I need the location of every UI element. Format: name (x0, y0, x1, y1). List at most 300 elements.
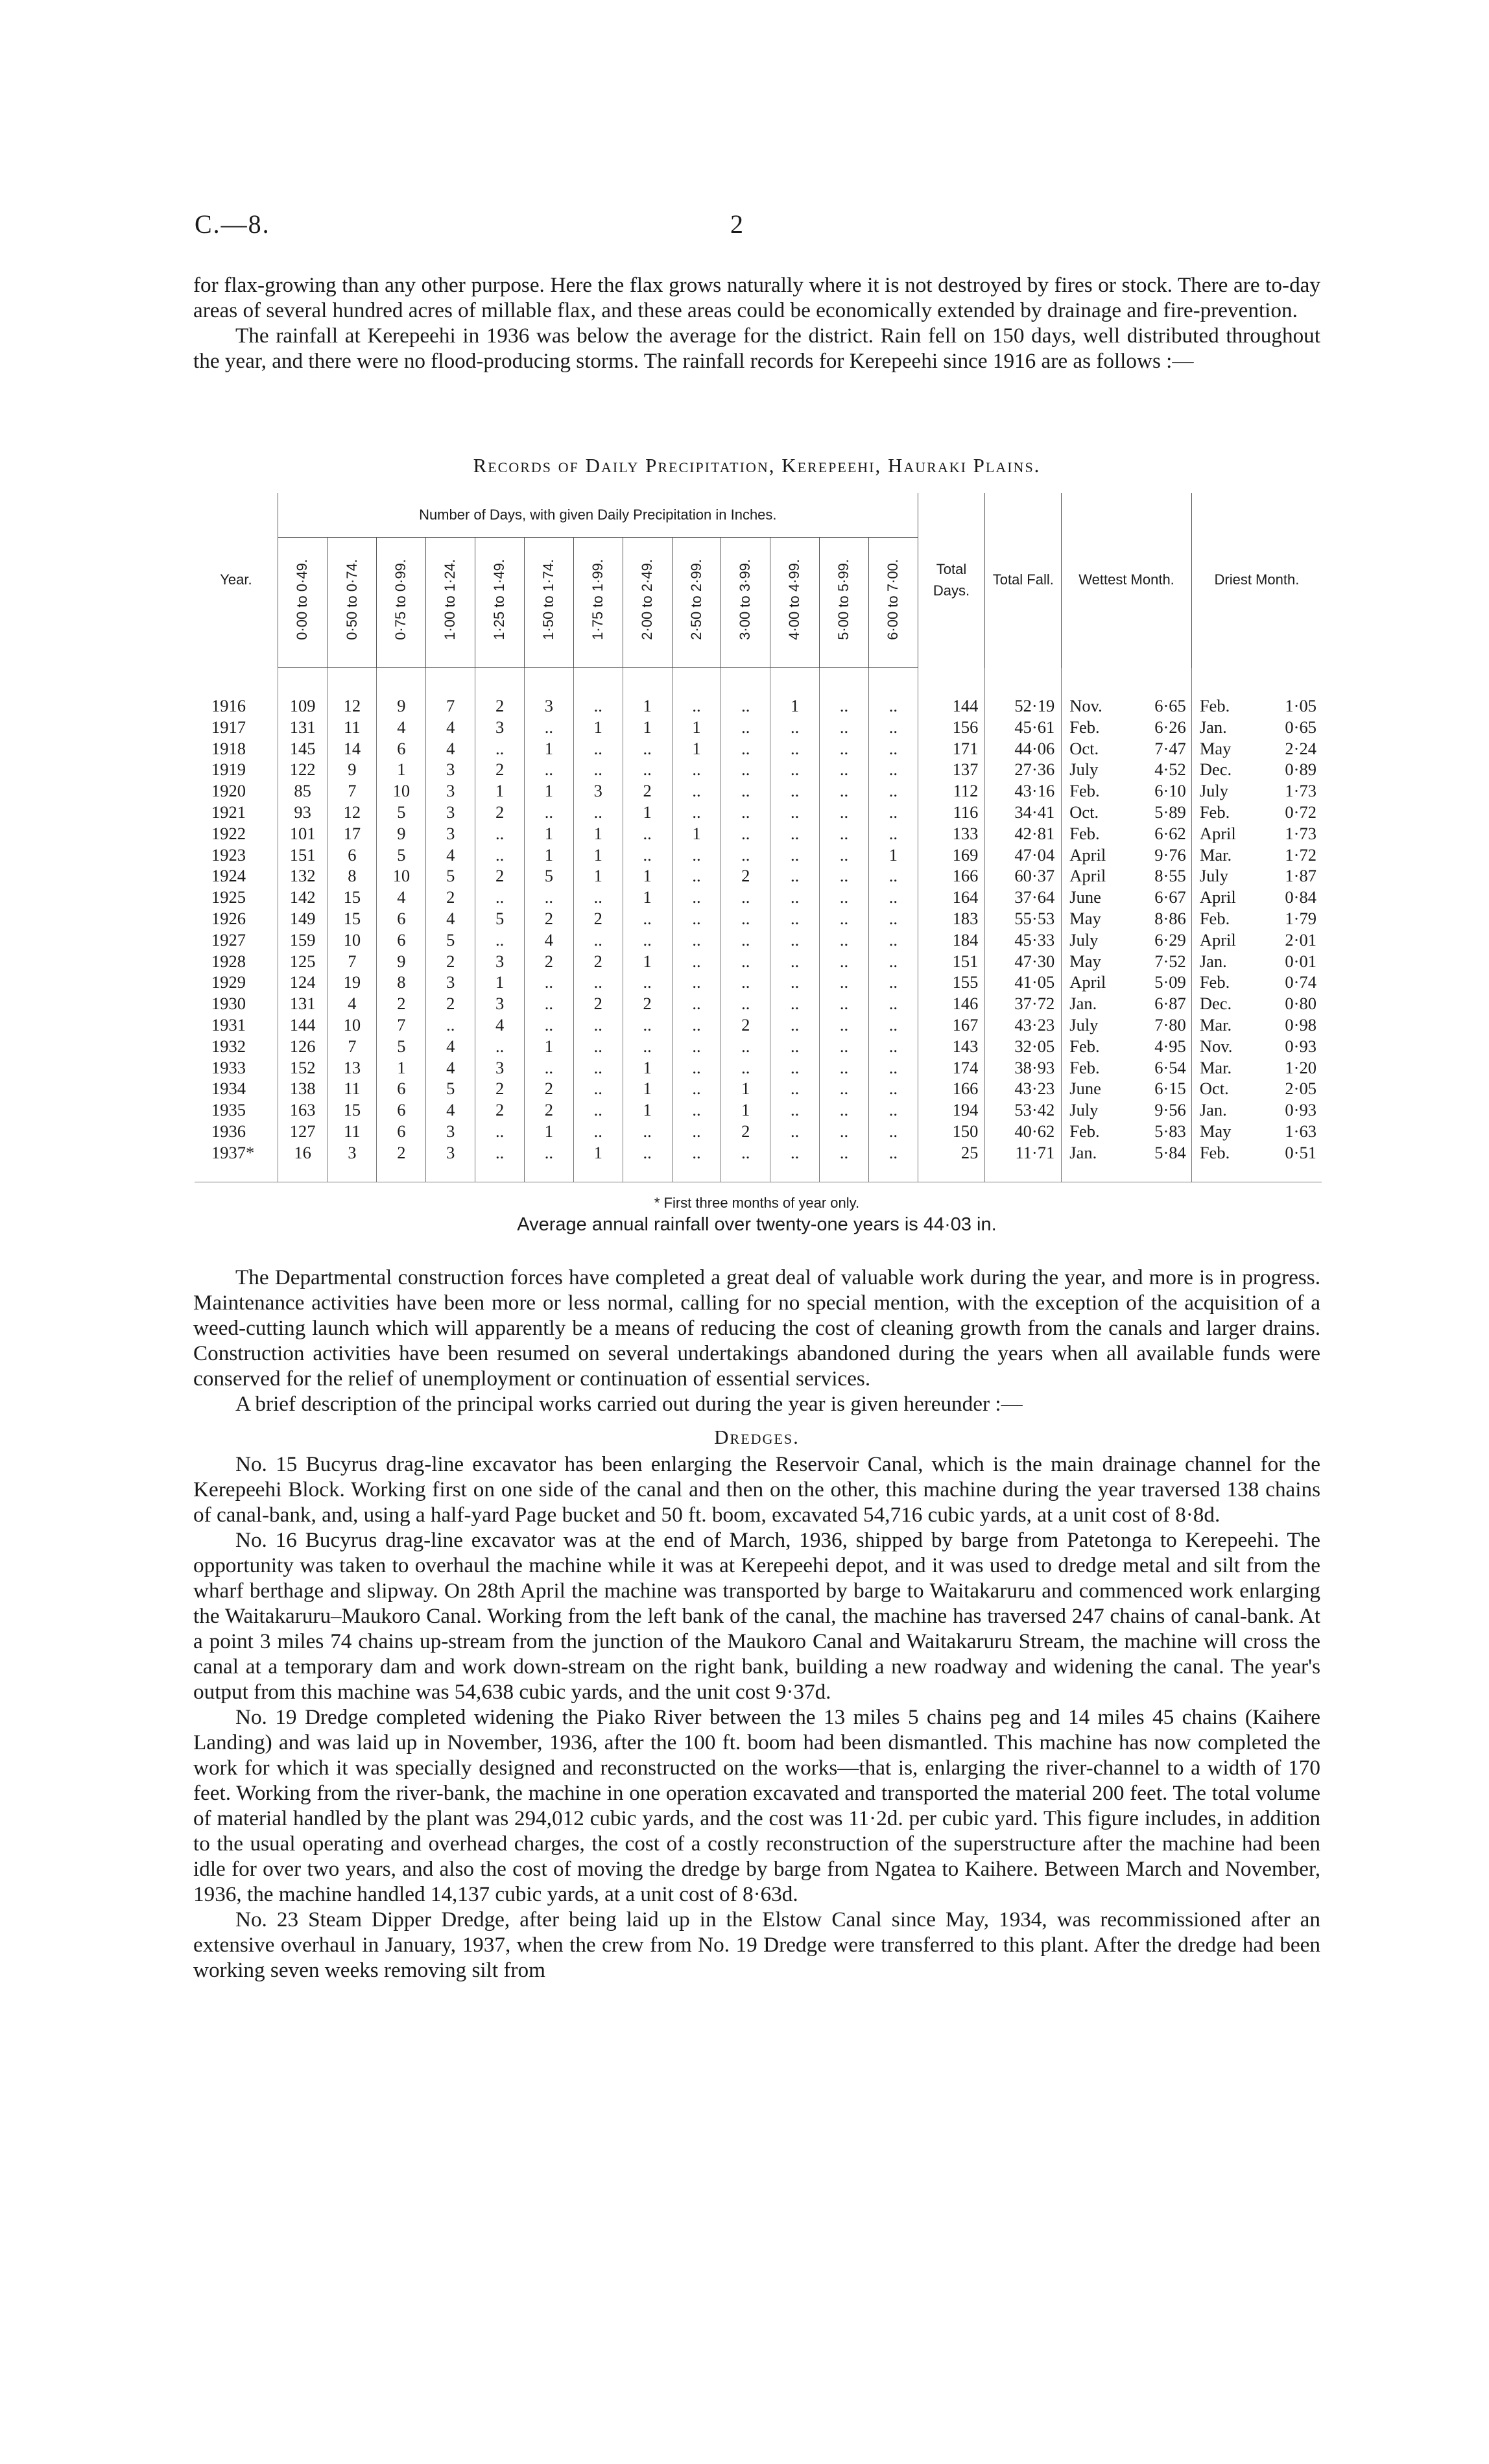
count-cell: .. (721, 823, 770, 844)
count-cell: .. (868, 865, 918, 887)
count-cell: 2 (475, 759, 525, 780)
count-cell: 127 (278, 1121, 328, 1142)
table-row (195, 738, 1322, 760)
count-cell: 7 (328, 780, 377, 802)
driest-value-cell: 0·84 (1285, 887, 1316, 907)
count-cell: 15 (328, 908, 377, 929)
driest-month-cell: May (1191, 738, 1256, 760)
count-cell: .. (868, 759, 918, 780)
count-cell: .. (770, 1057, 820, 1079)
count-cell: .. (475, 738, 525, 760)
count-cell: 6 (377, 1099, 426, 1121)
driest-value-cell: 2·01 (1285, 929, 1316, 950)
count-cell: 131 (278, 993, 328, 1014)
count-cell: .. (672, 780, 721, 802)
count-cell: .. (524, 1057, 573, 1079)
total-days-cell: 166 (918, 865, 985, 887)
count-cell: .. (820, 929, 869, 951)
total-days-cell: 143 (918, 1036, 985, 1057)
count-cell: .. (820, 823, 869, 844)
count-cell: .. (868, 908, 918, 929)
count-cell: .. (770, 908, 820, 929)
driest-month-cell: Dec. (1191, 759, 1256, 780)
range-header (623, 538, 672, 668)
count-cell: 6 (377, 908, 426, 929)
count-cell: 3 (426, 1142, 475, 1182)
count-cell: 6 (377, 1121, 426, 1142)
body-paragraph-1: The Departmental construction forces have completed a great deal of valuable work during the year, and more is in progress. Maintenance activities have been more or less normal, calling for no special mention, with the exception of the acquisition of a weed-cutting launch which will apparently be a means of reducing the cost of cleaning growth from the canals and larger drains. Construction activities have been resumed on several undertakings abandoned during the years when all available funds were conserved for the relief of unemployment or continuation of essential services. (193, 1265, 1320, 1391)
wettest-value-cell: 7·80 (1154, 1014, 1186, 1035)
count-cell: 7 (328, 951, 377, 972)
count-cell: .. (623, 1036, 672, 1057)
count-cell: .. (573, 1057, 623, 1079)
count-cell: 3 (524, 668, 573, 717)
total-days-cell: 166 (918, 1078, 985, 1099)
count-cell: .. (820, 844, 869, 866)
wettest-value-cell: 6·29 (1154, 929, 1186, 950)
range-header-label: 1·00 to 1·24. (442, 558, 459, 640)
count-cell: 2 (426, 951, 475, 972)
page-number: 2 (730, 209, 743, 239)
count-cell: 2 (623, 993, 672, 1014)
year-header: Year. (220, 571, 252, 588)
count-cell: .. (573, 1014, 623, 1036)
count-cell: .. (721, 951, 770, 972)
count-cell: 5 (377, 1036, 426, 1057)
table-row (195, 668, 1322, 717)
year-cell: 1926 (211, 908, 246, 928)
year-cell: 1934 (211, 1079, 246, 1099)
count-cell: 144 (278, 1014, 328, 1036)
total-fall-cell: 45·33 (985, 929, 1062, 951)
driest-month-cell: Feb. (1191, 802, 1256, 823)
table-row (195, 972, 1322, 993)
count-cell: .. (770, 865, 820, 887)
count-cell: .. (820, 1142, 869, 1182)
count-cell: .. (672, 1057, 721, 1079)
driest-month-cell: Oct. (1191, 1078, 1256, 1099)
wettest-month-cell: June (1062, 1078, 1126, 1099)
count-cell: 125 (278, 951, 328, 972)
count-cell: 4 (426, 1099, 475, 1121)
document-reference: C.—8. (195, 209, 270, 239)
count-cell: .. (820, 908, 869, 929)
count-cell: 5 (426, 929, 475, 951)
count-cell: .. (672, 908, 721, 929)
year-cell: 1917 (211, 717, 246, 737)
count-cell: .. (770, 844, 820, 866)
wettest-value-cell: 5·84 (1125, 1142, 1191, 1182)
count-cell: .. (573, 1099, 623, 1121)
count-cell: 152 (278, 1057, 328, 1079)
driest-value-cell: 2·05 (1285, 1079, 1316, 1099)
count-cell: 1 (623, 802, 672, 823)
count-cell: .. (573, 668, 623, 717)
dredge-paragraph-1: No. 15 Bucyrus drag-line excavator has been enlarging the Reservoir Canal, which is the main drainage channel for the Kerepeehi Block. Working first on one side of the canal and then on the other, this machine during the year traversed 138 chains of canal-bank, and, using a half-yard Page bucket and 50 ft. boom, excavated 54,716 cubic yards, at a unit cost of 8·8d. (193, 1452, 1320, 1527)
year-cell: 1921 (211, 802, 246, 822)
count-cell: .. (868, 823, 918, 844)
total-days-cell: 137 (918, 759, 985, 780)
count-cell: .. (820, 1099, 869, 1121)
count-cell: 2 (573, 908, 623, 929)
count-cell: 138 (278, 1078, 328, 1099)
table-title: Records of Daily Precipitation, Kerepeehi, Hauraki Plains. (473, 454, 1041, 477)
count-cell: 10 (328, 929, 377, 951)
total-fall-cell: 40·62 (985, 1121, 1062, 1142)
count-cell: 5 (426, 1078, 475, 1099)
count-cell: .. (721, 929, 770, 951)
total-days-cell: 25 (918, 1142, 985, 1182)
count-cell: .. (721, 802, 770, 823)
count-cell: 6 (328, 844, 377, 866)
count-cell: .. (426, 1014, 475, 1036)
count-cell: 2 (475, 802, 525, 823)
count-cell: 1 (524, 1036, 573, 1057)
table-row (195, 908, 1322, 929)
count-cell: .. (573, 929, 623, 951)
count-cell: .. (868, 738, 918, 760)
count-cell: 4 (475, 1014, 525, 1036)
count-cell: .. (475, 844, 525, 866)
count-cell: 4 (377, 717, 426, 738)
total-fall-cell: 37·72 (985, 993, 1062, 1014)
count-cell: .. (868, 668, 918, 717)
count-cell: 6 (377, 929, 426, 951)
driest-month-cell: Feb. (1191, 668, 1256, 717)
count-cell: 1 (623, 887, 672, 908)
count-cell: 10 (377, 865, 426, 887)
count-cell: .. (721, 844, 770, 866)
table-row (195, 993, 1322, 1014)
intro-paragraph-1: for flax-growing than any other purpose. Here the flax grows naturally where it is not destroyed by fires or stock. There are to-day areas of several hundred acres of millable flax, and these areas could be economically extended by drainage and fire-prevention. (193, 273, 1320, 322)
count-cell: 1 (524, 844, 573, 866)
count-cell: .. (868, 887, 918, 908)
count-cell: .. (672, 1099, 721, 1121)
count-cell: .. (475, 1142, 525, 1182)
count-cell: .. (524, 717, 573, 738)
count-cell: .. (868, 929, 918, 951)
driest-value-cell: 2·24 (1285, 738, 1316, 758)
count-cell: .. (868, 717, 918, 738)
count-cell: .. (770, 1121, 820, 1142)
count-cell: 2 (721, 1121, 770, 1142)
intro-paragraph-2: The rainfall at Kerepeehi in 1936 was below the average for the district. Rain fell on 150 days, well distributed throughout the year, and there were no flood-producing storms. The rainfall records for Kerepeehi since 1916 are as follows :— (193, 324, 1320, 373)
count-cell: .. (623, 738, 672, 760)
range-header (278, 538, 328, 668)
table-row (195, 759, 1322, 780)
count-cell: 1 (524, 1121, 573, 1142)
count-cell: 1 (573, 844, 623, 866)
count-cell: .. (820, 802, 869, 823)
body-section (193, 1265, 1320, 1983)
table-row (195, 780, 1322, 802)
count-cell: 1 (868, 844, 918, 866)
count-cell: 3 (573, 780, 623, 802)
range-header-label: 5·00 to 5·99. (835, 558, 852, 640)
count-cell: .. (770, 951, 820, 972)
table-row (195, 865, 1322, 887)
wettest-month-cell: Feb. (1062, 823, 1126, 844)
count-cell: 1 (672, 717, 721, 738)
count-cell: 3 (426, 972, 475, 993)
range-header-label: 1·75 to 1·99. (589, 558, 606, 640)
count-cell: .. (721, 972, 770, 993)
count-cell: .. (573, 887, 623, 908)
count-cell: .. (820, 780, 869, 802)
count-cell: .. (623, 759, 672, 780)
count-cell: .. (524, 1142, 573, 1182)
wettest-month-header: Wettest Month. (1062, 493, 1192, 668)
table-row (195, 951, 1322, 972)
total-fall-cell: 43·23 (985, 1014, 1062, 1036)
dredge-paragraph-2: No. 16 Bucyrus drag-line excavator was at the end of March, 1936, shipped by barge from Patetonga to Kerepeehi. The opportunity was taken to overhaul the machine while it was at Kerepeehi depot, and it was used to dredge metal and silt from the wharf berthage and slipway. On 28th April the machine was transported by barge to Waitakaruru and commenced work enlarging the Waitakaruru–Maukoro Canal. Working from the left bank of the canal, the machine has traversed 247 chains of canal-bank. At a point 3 miles 74 chains up-stream from the junction of the Maukoro Canal and Waitakaruru Stream, the machine will cross the canal at a temporary dam and work down-stream on the right bank, building a new roadway and widening the canal. The year's output from this machine was 54,638 cubic yards, and the unit cost 9·37d. (193, 1528, 1320, 1704)
wettest-month-cell: Feb. (1062, 1036, 1126, 1057)
range-header (868, 538, 918, 668)
count-cell: 1 (770, 668, 820, 717)
count-cell: .. (475, 929, 525, 951)
total-fall-cell: 41·05 (985, 972, 1062, 993)
count-cell: .. (672, 929, 721, 951)
count-cell: .. (623, 929, 672, 951)
wettest-month-cell: Feb. (1062, 1057, 1126, 1079)
total-days-cell: 116 (918, 802, 985, 823)
year-cell: 1930 (211, 994, 246, 1014)
table-row (195, 717, 1322, 738)
count-cell: .. (721, 759, 770, 780)
range-header (721, 538, 770, 668)
year-cell: 1932 (211, 1036, 246, 1056)
year-cell: 1922 (211, 823, 246, 843)
count-cell: 1 (524, 738, 573, 760)
count-cell: .. (868, 1036, 918, 1057)
count-cell: .. (524, 887, 573, 908)
year-cell: 1925 (211, 887, 246, 907)
count-cell: 1 (623, 865, 672, 887)
driest-month-cell: Jan. (1191, 717, 1256, 738)
count-cell: 131 (278, 717, 328, 738)
dredges-heading: Dredges. (714, 1426, 800, 1448)
year-cell: 1931 (211, 1014, 246, 1035)
driest-value-cell: 0·51 (1256, 1142, 1322, 1182)
count-cell: .. (770, 993, 820, 1014)
count-cell: 4 (426, 1057, 475, 1079)
precipitation-table (195, 493, 1322, 1182)
count-cell: 9 (328, 759, 377, 780)
count-cell: 2 (475, 865, 525, 887)
total-fall-header: Total Fall. (985, 493, 1062, 668)
total-days-cell: 183 (918, 908, 985, 929)
count-cell: .. (573, 1078, 623, 1099)
driest-value-cell: 0·98 (1285, 1014, 1316, 1035)
count-cell: 12 (328, 668, 377, 717)
count-cell: .. (868, 1121, 918, 1142)
count-cell: 15 (328, 887, 377, 908)
count-cell: .. (623, 1121, 672, 1142)
count-cell: 1 (475, 780, 525, 802)
count-cell: .. (623, 1142, 672, 1182)
count-cell: 11 (328, 1121, 377, 1142)
count-cell: 4 (426, 1036, 475, 1057)
count-cell: .. (672, 865, 721, 887)
count-cell: 9 (377, 668, 426, 717)
count-cell: 109 (278, 668, 328, 717)
count-cell: .. (868, 993, 918, 1014)
total-fall-cell: 45·61 (985, 717, 1062, 738)
count-cell: .. (770, 1014, 820, 1036)
total-fall-cell: 60·37 (985, 865, 1062, 887)
count-cell: .. (868, 1142, 918, 1182)
wettest-value-cell: 6·15 (1154, 1079, 1186, 1099)
count-cell: .. (868, 951, 918, 972)
count-cell: .. (820, 1057, 869, 1079)
count-cell: 1 (721, 1099, 770, 1121)
total-days-cell: 167 (918, 1014, 985, 1036)
count-cell: .. (672, 844, 721, 866)
count-cell: 3 (426, 802, 475, 823)
count-cell: 2 (524, 1078, 573, 1099)
range-header (573, 538, 623, 668)
dredge-paragraph-3: No. 19 Dredge completed widening the Piako River between the 13 miles 5 chains peg and 14 miles 45 chains (Kaihere Landing) and was laid up in November, 1936, after the 100 ft. boom had been dismantled. This machine has now completed the work for which it was specially designed and reconstructed on the works—that is, enlarging the river-channel to a width of 170 feet. Working from the river-bank, the machine in one operation excavated and transported the material 200 feet. The total volume of material handled by the plant was 294,012 cubic yards, and the cost was 11·2d. per cubic yard. This figure includes, in addition to the usual operating and overhead charges, the cost of a costly reconstruction of the superstructure after the machine had been idle for over two years, and also the cost of moving the dredge by barge from Ngatea to Kaihere. Between March and November, 1936, the machine handled 14,137 cubic yards, at a unit cost of 8·63d. (193, 1705, 1320, 1906)
count-cell: .. (475, 823, 525, 844)
count-cell: 4 (328, 993, 377, 1014)
count-cell: .. (868, 1078, 918, 1099)
count-cell: .. (868, 802, 918, 823)
driest-value-cell: 0·65 (1285, 717, 1316, 737)
count-cell: .. (721, 738, 770, 760)
count-cell: .. (721, 1057, 770, 1079)
wettest-value-cell: 7·52 (1154, 951, 1186, 971)
total-days-cell: 171 (918, 738, 985, 760)
count-cell: 2 (524, 1099, 573, 1121)
driest-value-cell: 1·63 (1285, 1121, 1316, 1141)
count-cell: .. (721, 1036, 770, 1057)
wettest-month-cell: Oct. (1062, 738, 1126, 760)
total-days-header: Total Days. (918, 493, 985, 668)
count-cell: .. (672, 951, 721, 972)
total-days-cell: 184 (918, 929, 985, 951)
count-cell: .. (524, 759, 573, 780)
count-cell: 1 (623, 1078, 672, 1099)
table-row (195, 1036, 1322, 1057)
count-cell: .. (672, 887, 721, 908)
count-cell: 8 (328, 865, 377, 887)
table-footnote: * First three months of year only. (654, 1195, 860, 1211)
wettest-value-cell: 5·89 (1154, 802, 1186, 822)
wettest-value-cell: 8·86 (1154, 908, 1186, 928)
total-days-cell: 174 (918, 1057, 985, 1079)
count-cell: 3 (475, 1057, 525, 1079)
total-days-cell: 156 (918, 717, 985, 738)
range-header (672, 538, 721, 668)
driest-month-cell: April (1191, 929, 1256, 951)
range-header-label: 4·00 to 4·99. (786, 558, 803, 640)
total-days-cell: 155 (918, 972, 985, 993)
driest-month-cell: Feb. (1191, 972, 1256, 993)
count-cell: .. (573, 1036, 623, 1057)
total-days-cell: 164 (918, 887, 985, 908)
range-header-label: 2·50 to 2·99. (687, 558, 704, 640)
wettest-month-cell: Feb. (1062, 717, 1126, 738)
driest-month-cell: Mar. (1191, 844, 1256, 866)
count-cell: 1 (721, 1078, 770, 1099)
driest-month-cell: July (1191, 865, 1256, 887)
count-cell: 2 (524, 951, 573, 972)
table-row (195, 1014, 1322, 1036)
driest-value-cell: 0·80 (1285, 994, 1316, 1014)
range-header-label: 0·00 to 0·49. (294, 558, 311, 640)
count-cell: 2 (475, 1078, 525, 1099)
days-group-header: Number of Days, with given Daily Precipitation in Inches. (278, 493, 918, 538)
driest-month-cell: April (1191, 823, 1256, 844)
year-cell: 1935 (211, 1100, 246, 1120)
count-cell: .. (770, 929, 820, 951)
table-row (195, 887, 1322, 908)
count-cell: 9 (377, 823, 426, 844)
driest-value-cell: 0·93 (1285, 1100, 1316, 1120)
driest-month-cell: Feb. (1191, 1142, 1256, 1182)
range-header-label: 2·00 to 2·49. (638, 558, 655, 640)
wettest-month-cell: Nov. (1062, 668, 1126, 717)
year-cell: 1918 (211, 738, 246, 758)
total-fall-cell: 34·41 (985, 802, 1062, 823)
count-cell: .. (573, 759, 623, 780)
count-cell: .. (672, 1121, 721, 1142)
count-cell: .. (770, 1099, 820, 1121)
year-cell: 1923 (211, 844, 246, 865)
count-cell: .. (770, 738, 820, 760)
count-cell: .. (721, 668, 770, 717)
driest-value-cell: 1·73 (1285, 823, 1316, 843)
count-cell: 142 (278, 887, 328, 908)
count-cell: .. (820, 951, 869, 972)
count-cell: 15 (328, 1099, 377, 1121)
count-cell: 1 (573, 717, 623, 738)
wettest-value-cell: 6·10 (1154, 781, 1186, 801)
count-cell: 7 (426, 668, 475, 717)
driest-value-cell: 1·72 (1285, 844, 1316, 865)
count-cell: .. (770, 1142, 820, 1182)
count-cell: .. (721, 887, 770, 908)
count-cell: 8 (377, 972, 426, 993)
count-cell: .. (475, 1036, 525, 1057)
count-cell: .. (770, 823, 820, 844)
count-cell: .. (672, 1142, 721, 1182)
count-cell: 1 (573, 1142, 623, 1182)
wettest-value-cell: 9·56 (1154, 1100, 1186, 1120)
driest-value-cell: 0·01 (1285, 951, 1316, 971)
count-cell: 3 (475, 993, 525, 1014)
count-cell: 3 (426, 1121, 475, 1142)
driest-month-cell: May (1191, 1121, 1256, 1142)
range-header-label: 6·00 to 7·00. (884, 558, 901, 640)
count-cell: 1 (623, 717, 672, 738)
count-cell: 2 (573, 993, 623, 1014)
count-cell: 163 (278, 1099, 328, 1121)
wettest-value-cell: 5·83 (1154, 1121, 1186, 1141)
wettest-month-cell: Oct. (1062, 802, 1126, 823)
count-cell: 3 (426, 759, 475, 780)
total-days-cell: 146 (918, 993, 985, 1014)
table-row (195, 844, 1322, 866)
count-cell: 2 (623, 780, 672, 802)
year-cell: 1920 (211, 781, 246, 801)
count-cell: 149 (278, 908, 328, 929)
count-cell: 2 (475, 668, 525, 717)
wettest-value-cell: 9·76 (1154, 844, 1186, 865)
count-cell: .. (868, 1057, 918, 1079)
count-cell: .. (868, 972, 918, 993)
year-cell: 1927 (211, 929, 246, 950)
